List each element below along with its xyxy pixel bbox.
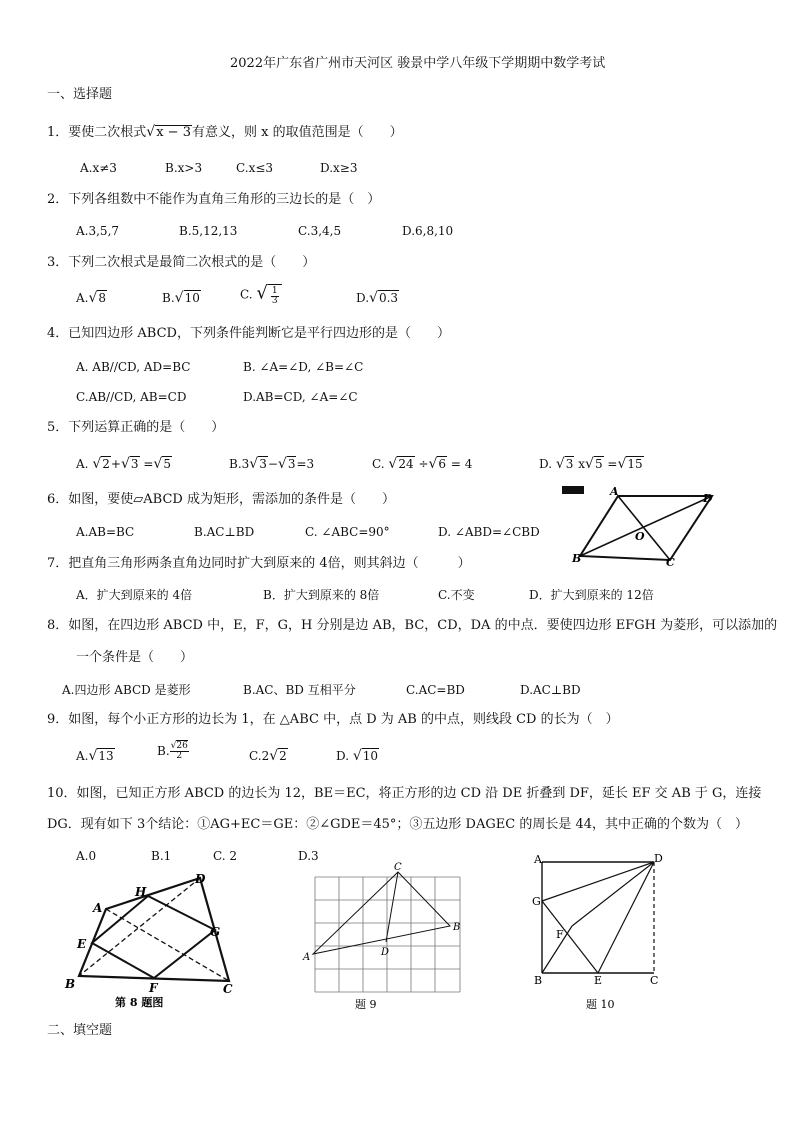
q7-option-a[interactable]: A．扩大到原来的 4倍 — [76, 588, 193, 602]
q3-a-radicand: 8 — [98, 291, 107, 305]
q5-c-result: = 4 — [450, 457, 473, 471]
q5-a-radicand-1: 2 — [102, 457, 110, 471]
label-g: G — [210, 925, 221, 939]
q5-option-d[interactable] — [539, 456, 644, 472]
q10-option-a[interactable]: A.0 — [76, 849, 97, 863]
radical-sign: √ — [153, 456, 163, 472]
q4-option-b[interactable]: B. ∠A=∠D, ∠B=∠C — [243, 360, 364, 374]
label-b: B — [534, 974, 543, 987]
q5-b-coefficient: 3 — [241, 457, 250, 471]
question-10: 10．如图，已知正方形 ABCD 的边长为 12，BE＝EC，将正方形的边 CD 沿 DE 折叠到 DF，延长 EF 交 AB 于 G，连接 — [47, 786, 762, 801]
figure-q9-grid — [300, 860, 470, 1010]
q8-option-b[interactable]: B.AC、BD 互相平分 — [243, 683, 356, 697]
q5-a-radicand-2: 3 — [130, 457, 139, 471]
q2-option-b[interactable]: B.5,12,13 — [179, 224, 238, 238]
label-g: G — [532, 895, 541, 908]
diagonal-ac — [106, 909, 229, 981]
q3-a-label: A. — [76, 291, 89, 305]
q2-option-c[interactable]: C.3,4,5 — [298, 224, 342, 238]
q7-option-b[interactable]: B．扩大到原来的 8倍 — [263, 588, 380, 602]
label-d: D — [381, 947, 390, 958]
question-9: 9．如图，每个小正方形的边长为 1，在 △ABC 中，点 D 为 AB 的中点，则线段 CD 的长为（ ） — [47, 712, 619, 727]
label-d: D — [703, 492, 713, 505]
q5-a-plus: + — [110, 457, 121, 471]
q5-b-minus: − — [267, 457, 278, 471]
radical-sign: √ — [369, 290, 378, 306]
label-d: D — [195, 872, 206, 886]
label-f: F — [556, 928, 564, 941]
q5-a-radicand-3: 5 — [163, 457, 171, 471]
q6-option-c[interactable]: C. ∠ABC=90° — [305, 525, 390, 539]
q5-d-radicand-2: 5 — [594, 457, 603, 471]
q5-option-b[interactable] — [229, 456, 314, 472]
radical-sign: √ — [174, 290, 184, 306]
label-a: A — [610, 485, 619, 498]
q3-c-denominator: 3 — [271, 296, 278, 306]
q3-option-b[interactable] — [162, 290, 201, 306]
radical-sign: √ — [88, 748, 98, 764]
q3-option-a[interactable] — [76, 290, 107, 306]
q9-option-c[interactable] — [249, 748, 288, 764]
q5-a-equals: = — [143, 457, 154, 471]
question-5: 5．下列运算正确的是（ ） — [47, 420, 225, 435]
q9-option-a[interactable] — [76, 748, 115, 764]
q5-b-radicand-1: 3 — [259, 457, 267, 471]
question-7: 7．把直角三角形两条直角边同时扩大到原来的 4倍，则其斜边（ ） — [47, 556, 471, 571]
label-c: C — [666, 556, 675, 569]
label-f: F — [149, 981, 158, 995]
q8-option-d[interactable]: D.AC⊥BD — [520, 683, 581, 697]
q2-option-a[interactable]: A.3,5,7 — [76, 224, 120, 238]
q5-d-radicand-1: 3 — [565, 457, 574, 471]
label-e: E — [594, 974, 603, 987]
radical-sign: √ — [249, 456, 259, 472]
q3-d-label: D. — [356, 291, 370, 305]
q6-option-b[interactable]: B.AC⊥BD — [194, 525, 255, 539]
radical-sign: √ — [88, 290, 98, 306]
radical-sign: √ — [256, 282, 268, 304]
q1-radicand: x − 3 — [156, 125, 191, 140]
q3-b-label: B. — [162, 291, 175, 305]
label-c: C — [650, 974, 659, 987]
q5-option-a[interactable] — [76, 456, 172, 472]
radical-sign: √ — [388, 456, 398, 472]
q5-b-result: =3 — [296, 457, 315, 471]
q3-option-c[interactable] — [240, 284, 282, 306]
figure-q8-quadrilateral — [55, 866, 250, 1011]
q3-c-numerator: 1 — [271, 286, 278, 296]
q6-option-a[interactable]: A.AB=BC — [76, 525, 135, 539]
q5-a-label: A. — [76, 457, 89, 471]
segment-df — [572, 862, 654, 926]
q8-option-a[interactable]: A.四边形 ABCD 是菱形 — [62, 683, 191, 697]
q10-option-c[interactable]: C. 2 — [213, 849, 238, 863]
figure-caption: 第 8 题图 — [115, 996, 164, 1009]
question-8-line-2: 一个条件是（ ） — [76, 650, 194, 665]
q4-option-d[interactable]: D.AB=CD, ∠A=∠C — [243, 390, 358, 404]
q5-d-times: x — [578, 457, 586, 471]
radical-sign: √ — [428, 456, 438, 472]
label-b: B — [65, 977, 76, 991]
q10-option-b[interactable]: B.1 — [151, 849, 172, 863]
q9-a-label: A. — [76, 749, 89, 763]
question-6: 6．如图，要使▱ABCD 成为矩形，需添加的条件是（ ） — [47, 492, 395, 507]
q3-c-fraction — [268, 284, 282, 306]
q10-option-d[interactable]: D.3 — [298, 849, 319, 863]
q2-option-d[interactable]: D.6,8,10 — [402, 224, 454, 238]
figure-q10-square — [530, 850, 680, 1015]
label-a: A — [534, 853, 542, 866]
q4-option-a[interactable]: A. AB//CD, AD=BC — [76, 360, 191, 374]
page-title: 2022年广东省广州市天河区 骏景中学八年级下学期期中数学考试 — [230, 56, 606, 71]
q9-d-radicand: 10 — [362, 749, 379, 763]
q9-c-label: C. — [249, 749, 262, 763]
q1-post: 有意义，则 x 的取值范围是（ ） — [191, 125, 403, 140]
figure-artifact — [562, 486, 584, 494]
figure-q6-parallelogram — [560, 484, 730, 574]
q7-option-d[interactable]: D．扩大到原来的 12倍 — [529, 588, 654, 602]
radical-sign: √ — [585, 456, 594, 472]
q5-c-label: C. — [372, 457, 385, 471]
label-d: D — [654, 852, 663, 865]
q9-b-denominator: 2 — [176, 751, 183, 761]
figure-caption: 题 10 — [586, 998, 615, 1011]
question-8: 8．如图，在四边形 ABCD 中，E，F，G，H 分别是边 AB，BC，CD，DA 的中点．要使四边形 EFGH 为菱形，可以添加的 — [47, 618, 778, 633]
label-a: A — [93, 901, 103, 915]
q6-option-d[interactable]: D. ∠ABD=∠CBD — [438, 525, 540, 539]
radical-sign: √ — [352, 748, 362, 764]
q1-option-d[interactable]: D.x≥3 — [320, 161, 358, 175]
q9-b-label: B. — [157, 744, 170, 758]
q1-pre: 1．要使二次根式 — [47, 125, 147, 140]
question-1 — [47, 124, 403, 141]
q5-option-c[interactable] — [372, 456, 472, 472]
q5-c-radicand-1: 24 — [398, 457, 414, 471]
radical-sign: √ — [269, 748, 279, 764]
q3-option-d[interactable] — [356, 290, 399, 306]
question-4: 4．已知四边形 ABCD，下列条件能判断它是平行四边形的是（ ） — [47, 326, 450, 341]
q9-option-b[interactable] — [157, 742, 189, 761]
radical-sign: √ — [120, 456, 130, 472]
radical-sign: √ — [146, 124, 156, 140]
label-c: C — [394, 862, 402, 873]
q3-d-radicand: 0.3 — [378, 291, 399, 305]
q9-c-coefficient: 2 — [261, 749, 270, 763]
q9-b-fraction — [170, 742, 189, 761]
triangle-abc — [313, 872, 450, 954]
label-h: H — [135, 885, 147, 899]
q8-option-c[interactable]: C.AC=BD — [406, 683, 465, 697]
q5-d-radicand-3: 15 — [627, 457, 643, 471]
q3-b-radicand: 10 — [184, 291, 200, 305]
section-fill-heading: 二、填空题 — [47, 1023, 113, 1038]
radical-sign: √ — [555, 456, 565, 472]
q9-b-numerator-radicand: 26 — [176, 741, 188, 751]
q5-d-equals: = — [607, 457, 618, 471]
section-choice-heading: 一、选择题 — [47, 87, 113, 102]
q4-option-c[interactable]: C.AB//CD, AB=CD — [76, 390, 187, 404]
quadrilateral-abcd — [79, 878, 229, 981]
question-3: 3．下列二次根式是最简二次根式的是（ ） — [47, 255, 316, 270]
q5-c-divide: ÷ — [418, 457, 429, 471]
radical-sign: √ — [92, 456, 102, 472]
q1-option-b[interactable]: B.x>3 — [165, 161, 203, 175]
label-b: B — [453, 922, 461, 933]
q5-c-radicand-2: 6 — [438, 457, 447, 471]
label-o: O — [635, 530, 645, 543]
q9-c-radicand: 2 — [279, 749, 287, 763]
question-10-line-2: DG．现有如下 3个结论：①AG+EC＝GE：②∠GDE＝45°；③五边形 DAGEC 的周长是 44，其中正确的个数为（ ） — [47, 817, 748, 832]
diagonal-ac — [618, 496, 670, 560]
radical-sign: √ — [617, 456, 627, 472]
label-e: E — [77, 937, 87, 951]
q5-d-label: D. — [539, 457, 553, 471]
radical-sign: √ — [277, 456, 287, 472]
q1-option-c[interactable]: C.x≤3 — [236, 161, 274, 175]
q9-a-radicand: 13 — [98, 749, 114, 763]
q5-b-radicand-2: 3 — [287, 457, 296, 471]
q5-b-label: B. — [229, 457, 242, 471]
label-c: C — [223, 982, 233, 996]
radical-sign: √ — [170, 741, 177, 751]
label-a: A — [303, 952, 311, 963]
q3-c-label: C. — [240, 287, 253, 302]
label-b: B — [572, 552, 582, 565]
q9-option-d[interactable] — [336, 748, 379, 764]
q9-d-label: D. — [336, 749, 350, 763]
q7-option-c[interactable]: C.不变 — [438, 588, 475, 602]
figure-caption: 题 9 — [355, 998, 377, 1011]
question-2: 2．下列各组数中不能作为直角三角形的三边长的是（ ） — [47, 192, 381, 207]
q1-option-a[interactable]: A.x≠3 — [80, 161, 117, 175]
